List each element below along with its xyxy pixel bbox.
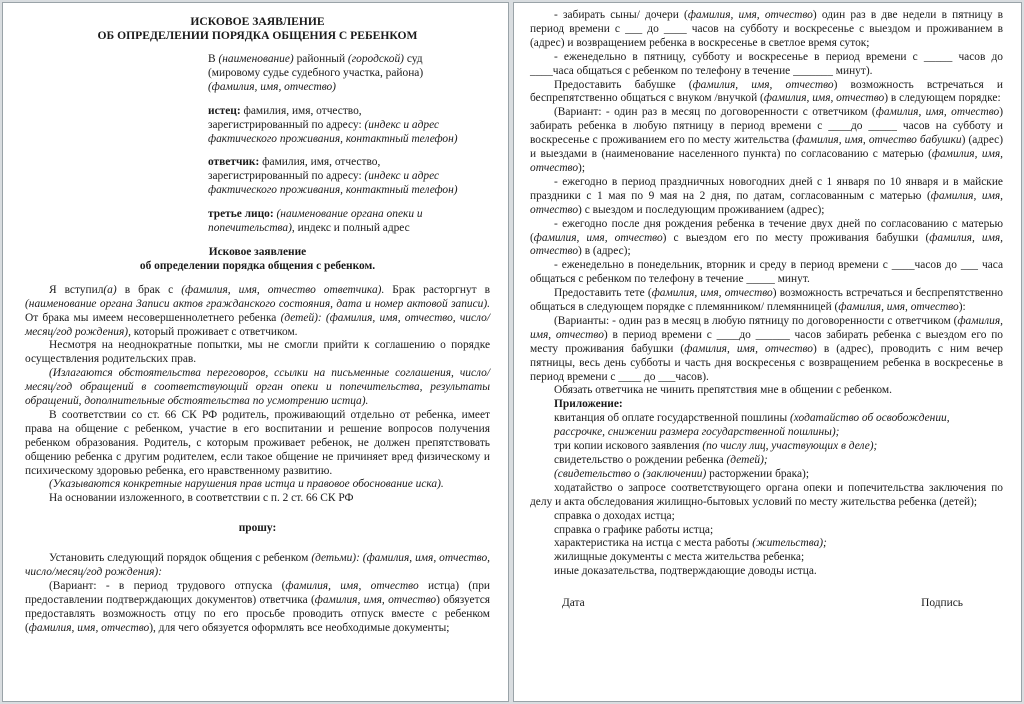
paragraph-aunt-variant: (Варианты: - один раз в месяц в любую пятницу по договоренности с ответчиком (фамилия, имя, отчество) в период времени с ____до ______ часов забирать ребенка с выездом его по месту проживания бабушки (фамилия, имя, отчество) в (адрес), проводить с ним вечер пятницы, весь день субботы и часть дня воскресенья с возвращением ребенка в воскресенье в период времени с ____ до ___часов). [530, 314, 1004, 383]
paragraph-order: Установить следующий порядок общения с ребенком (детьми): (фамилия, имя, отчество, число/месяц/год рождения): [25, 552, 490, 579]
heading-line-1: Исковое заявление [208, 245, 307, 258]
attachment-income: справка о доходах истца; [554, 509, 675, 522]
attachment-other: иные доказательства, подтверждающие доводы истца. [554, 565, 817, 578]
paragraph-phone-weekdays: - еженедельно в понедельник, вторник и среду в период времени с ____часов до ___ часа общаться с ребенком по телефону в течение _____ минут. [530, 259, 1003, 286]
page-left [2, 2, 509, 702]
third-party-line-2: попечительства), индекс и полный адрес [208, 222, 410, 235]
paragraph-marriage: Я вступил(а) в брак с (фамилия, имя, отчество ответчика). Брак расторгнут в (наименование органа Записи актов гражданского состояния, дата и номер актовой записи). От брака мы имеем несовершеннолетнего ребенка (детей): (фамилия, имя, отчество, число/месяц/год рождения), который проживает с ответчиком. [25, 283, 491, 338]
date-label: Дата [562, 597, 585, 610]
paragraph-basis: На основании изложенного, в соответствии с п. 2 ст. 66 СК РФ [49, 492, 354, 505]
court-line-2: (мировому судье судебного участка, района) [208, 66, 424, 79]
paragraph-variant-vacation: (Вариант: - в период трудового отпуска (фамилия, имя, отчество истца) (при предоставлении подтверждающих документов) ответчика (фамилия, имя, отчество) обязуется предоставлять возможность отцу по его просьбе проводить отпуск вместе с ребенком (фамилия, имя, отчество), для чего обязуется оформлять все необходимые документы; [25, 580, 490, 634]
attachment-claim-copies: три копии искового заявления (по числу лиц, участвующих в деле); [554, 440, 878, 453]
paragraph-circumstances: (Излагаются обстоятельства переговоров, ссылки на письменные соглашения, число/месяц/год обращений в соответствующий орган опеки и попечительства, результаты обращений, дополнительные обстоятельства по усмотрению истца). [25, 367, 490, 408]
paragraph-violations: (Указываются конкретные нарушения прав истца и правовое обоснование иска). [49, 478, 444, 491]
document-title-line-2: ОБ ОПРЕДЕЛЕНИИ ПОРЯДКА ОБЩЕНИЯ С РЕБЕНКОМ [97, 29, 418, 42]
attachment-marriage-certificate: (свидетельство о (заключении) расторжении брака); [554, 467, 809, 480]
paragraph-pickup: - забирать сыны/ дочери (фамилия, имя, отчество) один раз в две недели в пятницу в период времени с ___ до ____ часов на субботу и воскресенье с выездом и проживанием в (адрес) и возвращением ребенка в воскресенье в светлое время суток; [530, 9, 1004, 49]
request-heading: прошу: [238, 522, 277, 535]
signature-label: Подпись [921, 597, 963, 610]
paragraph-grandmother-variant: (Вариант: - один раз в месяц по договоренности с ответчиком (фамилия, имя, отчество) забирать ребенка в любую пятницу в период времени с ____до _____ часов на субботу и воскресенье с проживанием его по месту жительства (фамилия, имя, отчество бабушки) (адрес) и выездами в (наименование населенного пункта) по согласованию с матерью (фамилия, имя, отчество); [530, 106, 1004, 174]
document-title-line-1: ИСКОВОЕ ЗАЯВЛЕНИЕ [190, 15, 325, 28]
attachment-reference: характеристика на истца с места работы (жительства); [554, 537, 827, 550]
paragraph-attempts: Несмотря на неоднократные попытки, мы не смогли прийти к соглашению о порядке осуществления родительских прав. [25, 339, 490, 366]
third-party-label: третье лицо: [208, 208, 274, 221]
plaintiff-label: истец: [208, 104, 241, 117]
paragraph-phone-weekend: - еженедельно в пятницу, субботу и воскресенье в период времени с _____ часов до ____часа общаться с ребенком по телефону в течение _______ минут). [530, 50, 1003, 77]
defendant-label: ответчик: [208, 156, 260, 169]
paragraph-obligation: Обязать ответчика не чинить препятствия мне в общении с ребенком. [554, 384, 892, 397]
plaintiff-line: истец: фамилия, имя, отчество, [208, 104, 362, 117]
attachment-birth-certificate: свидетельство о рождении ребенка (детей); [554, 454, 768, 466]
addressee-block [208, 53, 490, 236]
paragraph-aunt: Предоставить тете (фамилия, имя, отчество) возможность встречаться и беспрепятственно общаться в следующем порядке с племянником/ племянницей (фамилия, имя, отчество): [530, 287, 1003, 314]
plaintiff-details: фактического проживания, контактный телефон) [208, 132, 458, 145]
attachments-heading: Приложение: [554, 398, 623, 411]
defendant-address: зарегистрированный по адресу: (индекс и адрес [208, 170, 440, 183]
defendant-details: фактического проживания, контактный телефон) [208, 184, 458, 197]
court-line: В (наименование) районный (городской) суд [208, 53, 423, 65]
third-party-line: третье лицо: (наименование органа опеки и [208, 208, 423, 221]
attachment-housing: жилищные документы с места жительства ребенка; [554, 551, 805, 564]
paragraph-law: В соответствии со ст. 66 СК РФ родитель, проживающий отдельно от ребенка, имеет права на общение с ребенком, участие в его воспитании и решение вопросов получения ребенком образования. Родитель, с которым проживает ребенок, не должен препятствовать общению ребенка с другим родителем, если такое общение не причиняет вред физическому и психическому здоровью ребенка, его нравственному развитию. [25, 408, 490, 477]
page-right [513, 2, 1022, 702]
court-line-3: (фамилия, имя, отчество) [208, 80, 336, 93]
signature-row [530, 597, 1003, 611]
attachment-fee-receipt: квитанция об оплате государственной пошлины (ходатайство об освобождении, рассрочке, снижении размера государственной пошлины); [554, 412, 950, 439]
defendant-line: ответчик: фамилия, имя, отчество, [208, 156, 381, 169]
paragraph-grandmother: Предоставить бабушке (фамилия, имя, отчество) возможность встречаться и беспрепятственно общаться с внуком /внучкой (фамилия, имя, отчество) в следующем порядке: [530, 78, 1003, 105]
paragraph-holidays: - ежегодно в период праздничных новогодних дней с 1 января по 10 января и в майские праздники с 1 мая по 9 мая на 2 дня, по датам, согласованным с матерью (фамилия, имя, отчество) с выездом и последующим проживанием (адрес); [530, 175, 1003, 216]
plaintiff-address: зарегистрированный по адресу: (индекс и адрес [208, 118, 440, 131]
attachment-guardianship-request: ходатайство о запросе соответствующего органа опеки и попечительства заключения по делу и акта обследования жилищно-бытовых условий по месту жительства ребенка (детей); [530, 481, 1003, 508]
paragraph-birthday: - ежегодно после дня рождения ребенка в течение двух дней по согласованию с матерью (фамилия, имя, отчество) с выездом его по месту проживания бабушки (фамилия, имя, отчество) в (адрес); [530, 217, 1003, 258]
heading-line-2: об определении порядка общения с ребенком. [139, 259, 376, 272]
attachment-work-schedule: справка о графике работы истца; [554, 523, 714, 536]
